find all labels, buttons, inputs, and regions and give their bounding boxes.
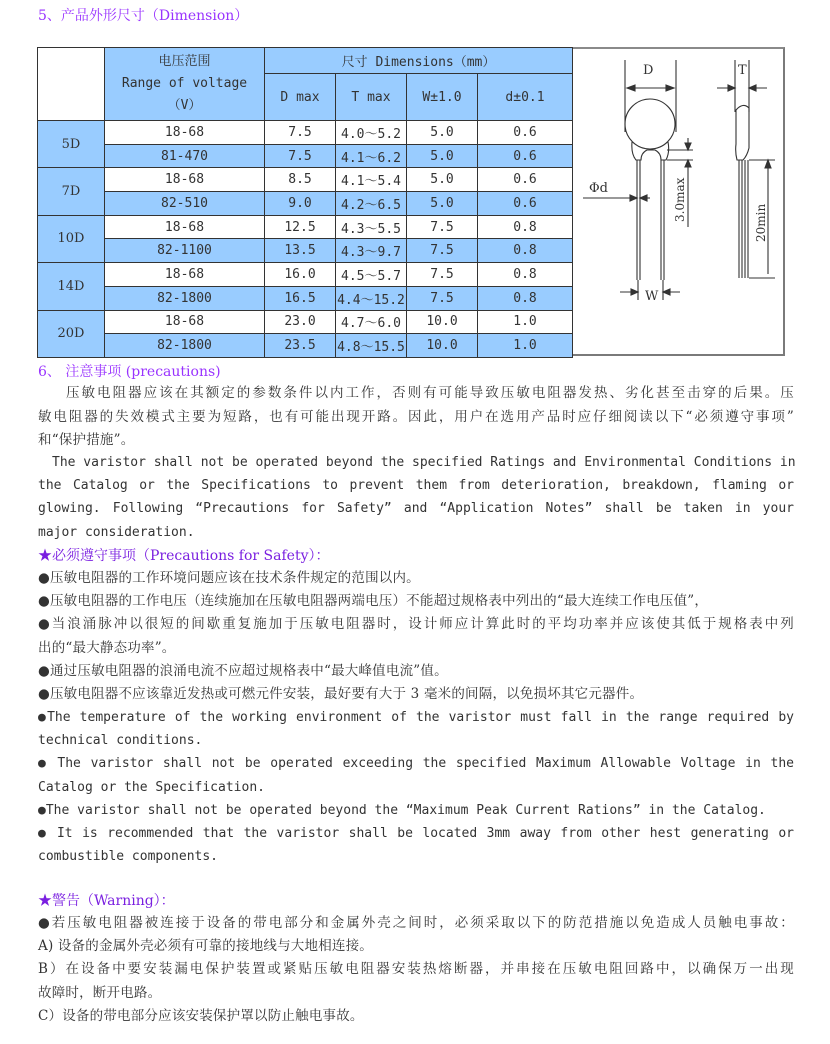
table-row (38, 239, 573, 263)
label-d: D (643, 63, 654, 78)
cell-range: 81-470 (105, 144, 265, 168)
cell-d: 0.8 (478, 239, 573, 263)
section-5-title: 5、产品外形尺寸（Dimension） (38, 8, 249, 24)
en-paragraph-line: major consideration. (38, 524, 195, 540)
en-paragraph-line: the Catalog or the Specifications to prevent them from deterioration, breakdown, flaming or (38, 478, 794, 494)
cell-w: 7.5 (407, 215, 478, 239)
safety-en-item: technical conditions. (38, 733, 203, 749)
safety-en-item: combustible components. (38, 849, 219, 865)
warning-item: C）设备的带电部分应该安装保护罩以防止触电事故。 (38, 1007, 364, 1024)
voltage-header-en: Range of voltage (121, 76, 248, 91)
table-row (38, 192, 573, 216)
table-row (38, 334, 573, 358)
label-phi-d: Φd (589, 181, 608, 196)
warning-item: 故障时，断开电路。 (38, 984, 162, 1001)
arrow-icon (627, 85, 635, 91)
side-body (736, 105, 749, 160)
cell-t-max: 4.2～6.5 (336, 192, 407, 216)
cell-d-max: 8.5 (265, 168, 336, 192)
cell-range: 82-510 (105, 192, 265, 216)
cell-w: 7.5 (407, 263, 478, 287)
safety-cn-item: ●压敏电阻器不应该靠近发热或可燃元件安装，最好要有大于 3 毫米的间隔，以免损坏其它元器件。 (38, 686, 644, 702)
cell-d-max: 16.5 (265, 286, 336, 310)
disc-body (625, 99, 675, 149)
voltage-header (105, 48, 265, 121)
corner-cell (38, 48, 105, 121)
model-cell: 20D (38, 310, 105, 357)
model-cell: 5D (38, 121, 105, 168)
cell-d-max: 13.5 (265, 239, 336, 263)
cell-w: 10.0 (407, 310, 478, 334)
cell-w: 5.0 (407, 168, 478, 192)
cell-d: 0.6 (478, 192, 573, 216)
cell-w: 10.0 (407, 334, 478, 358)
warning-item: A) 设备的金属外壳必须有可靠的接地线与大地相连接。 (38, 938, 374, 955)
cell-d: 0.6 (478, 121, 573, 145)
table-row (38, 121, 573, 145)
cn-paragraph-line: 压敏电阻器应该在其额定的参数条件以内工作，否则有可能导致压敏电阻器发热、劣化甚至击穿的后果。压 (66, 385, 794, 401)
safety-cn-item: ●压敏电阻器的工作环境问题应该在技术条件规定的范围以内。 (38, 570, 420, 586)
table-row (38, 310, 573, 334)
cell-d: 1.0 (478, 334, 573, 358)
voltage-header-unit: （V） (167, 98, 202, 113)
col-header-w: W±1.0 (407, 74, 478, 121)
cell-t-max: 4.4～15.2 (336, 286, 407, 310)
cell-w: 7.5 (407, 286, 478, 310)
cell-range: 82-1100 (105, 239, 265, 263)
table-row (38, 286, 573, 310)
cell-d: 1.0 (478, 310, 573, 334)
label-20min: 20min (754, 203, 768, 242)
label-3max: 3.0max (673, 177, 687, 222)
model-cell: 10D (38, 215, 105, 262)
arrow-icon (685, 160, 691, 167)
cell-d-max: 12.5 (265, 215, 336, 239)
table-row (38, 263, 573, 287)
cell-d-max: 16.0 (265, 263, 336, 287)
model-cell: 14D (38, 263, 105, 310)
safety-en-item: ●The varistor shall not be operated beyond the “Maximum Peak Current Rations” in the Catalog. (38, 802, 766, 818)
safety-cn-item: 出的“最大静态功率”。 (38, 639, 176, 656)
dimensions-header: 尺寸 Dimensions（mm） (265, 48, 573, 74)
cell-d-max: 23.5 (265, 334, 336, 358)
label-t: T (738, 63, 747, 78)
col-header-tmax: T max (336, 74, 407, 121)
cell-t-max: 4.0～5.2 (336, 121, 407, 145)
arrow-icon (630, 195, 637, 201)
safety-cn-item: ●当浪涌脉冲以很短的间歇重复施加于压敏电阻器时，设计师应计算此时的平均功率并应该使其低于规格表中列 (38, 616, 794, 633)
safety-cn-item: ●通过压敏电阻器的浪涌电流不应超过规格表中“最大峰值电流”值。 (38, 662, 448, 679)
arrow-icon (765, 160, 771, 168)
safety-cn-item: ●压敏电阻器的工作电压（连续施加在压敏电阻器两端电压）不能超过规格表中列出的“最大连续工作电压值”， (38, 593, 709, 610)
warning-item: ●若压敏电阻器被连接于设备的带电部分和金属外壳之间时，必须采取以下的防范措施以免造成人员触电事故： (38, 915, 794, 931)
section-6-title: 6、 注意事项 (precautions) (38, 364, 221, 380)
cell-d-max: 7.5 (265, 144, 336, 168)
table-row (38, 144, 573, 168)
safety-title: ★必须遵守事项（Precautions for Safety）： (38, 548, 330, 564)
cell-t-max: 4.3～5.5 (336, 215, 407, 239)
en-paragraph-line: glowing. Following “Precautions for Safety” and “Application Notes” shall be taken in your (38, 501, 794, 517)
en-paragraph-line: The varistor shall not be operated beyond the specified Ratings and Environmental Conditions in (52, 455, 796, 470)
varistor-dimension-diagram (575, 52, 780, 302)
cell-d: 0.8 (478, 263, 573, 287)
cell-range: 18-68 (105, 168, 265, 192)
cell-w: 5.0 (407, 144, 478, 168)
cell-range: 18-68 (105, 215, 265, 239)
col-header-dmax: D max (265, 74, 336, 121)
cell-range: 82-1800 (105, 334, 265, 358)
cell-t-max: 4.1～6.2 (336, 144, 407, 168)
label-w: W (645, 289, 659, 302)
arrow-icon (728, 85, 735, 91)
table-row (38, 215, 573, 239)
safety-en-item: ● The varistor shall not be operated exceeding the specified Maximum Allowable Voltage in the (38, 756, 794, 772)
cell-t-max: 4.1～5.4 (336, 168, 407, 192)
cell-range: 18-68 (105, 263, 265, 287)
cn-paragraph-line: 和“保护措施”。 (38, 432, 135, 448)
cell-t-max: 4.3～9.7 (336, 239, 407, 263)
cell-range: 18-68 (105, 121, 265, 145)
safety-en-item: ●The temperature of the working environment of the varistor must fall in the range required by (38, 710, 794, 725)
arrow-icon (685, 143, 691, 150)
voltage-header-cn: 电压范围 (158, 54, 211, 69)
warning-item: B）在设备中要安装漏电保护装置或紧贴压敏电阻器安装热熔断器，并串接在压敏电阻回路中，以确保万一出现 (38, 961, 794, 978)
cell-d-max: 9.0 (265, 192, 336, 216)
arrow-icon (640, 195, 647, 201)
warning-title: ★警告（Warning）： (38, 893, 175, 909)
cell-d-max: 23.0 (265, 310, 336, 334)
cell-d-max: 7.5 (265, 121, 336, 145)
col-header-d: d±0.1 (478, 74, 573, 121)
table-row (38, 168, 573, 192)
cell-d: 0.6 (478, 144, 573, 168)
cell-t-max: 4.8～15.5 (336, 334, 407, 358)
cell-d: 0.6 (478, 168, 573, 192)
cell-range: 82-1800 (105, 286, 265, 310)
arrow-icon (631, 289, 638, 295)
safety-en-item: Catalog or the Specification. (38, 779, 265, 795)
arrow-icon (663, 289, 670, 295)
cell-w: 5.0 (407, 121, 478, 145)
arrow-icon (666, 85, 674, 91)
cell-range: 18-68 (105, 310, 265, 334)
cn-paragraph-line: 敏电阻器的失效模式主要为短路，也有可能出现开路。因此，用户在选用产品时应仔细阅读以下“必须遵守事项” (38, 408, 794, 425)
cell-d: 0.8 (478, 286, 573, 310)
arrow-icon (749, 85, 756, 91)
dimension-table (37, 47, 573, 358)
cell-d: 0.8 (478, 215, 573, 239)
cell-t-max: 4.7～6.0 (336, 310, 407, 334)
cell-t-max: 4.5～5.7 (336, 263, 407, 287)
model-cell: 7D (38, 168, 105, 215)
cell-w: 7.5 (407, 239, 478, 263)
safety-en-item: ● It is recommended that the varistor shall be located 3mm away from other hest generating or (38, 826, 794, 841)
cell-w: 5.0 (407, 192, 478, 216)
